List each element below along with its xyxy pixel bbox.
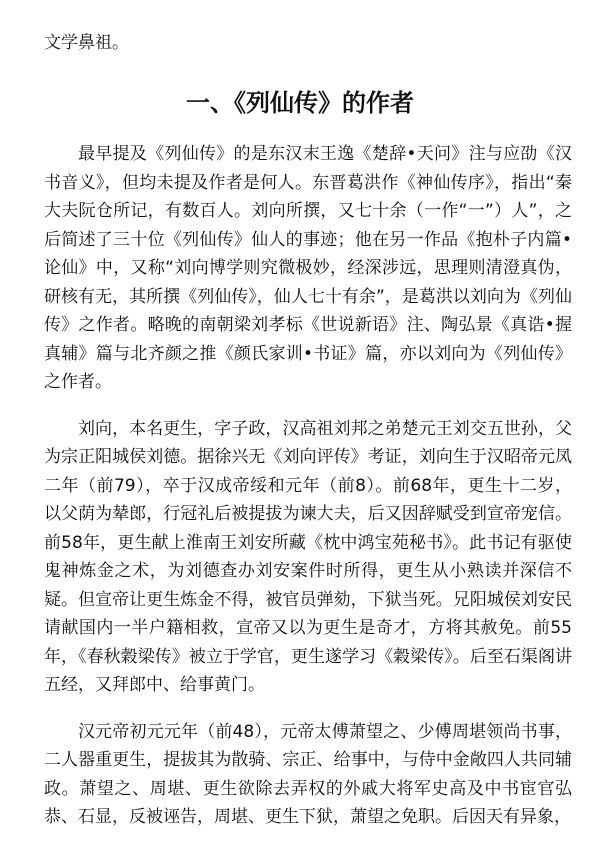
paragraph-1: 最早提及《列仙传》的是东汉末王逸《楚辞•天问》注与应劭《汉书音义》，但均未提及作者是何人。东晋葛洪作《神仙传序》，指出“秦大夫阮仓所记，有数百人。刘向所撰，又七十余（一作“一”）人”，之后简述了三十位《列仙传》仙人的事迹；他在另一作品《抱朴子内篇•论仙》中，又称“刘向博学则究微极妙，经深涉远，思理则清澄真伪，研核有无，其所撰《列仙传》，仙人七十有余”，是葛洪以刘向为《列仙传》之作者。略晚的南朝梁刘孝标《世说新语》注、陶弘景《真诰•握真辅》篇与北齐颜之推《颜氏家训•书证》篇，亦以刘向为《列仙传》之作者。 <box>44 144 572 392</box>
body-text <box>44 140 572 850</box>
section-heading: 一、《列仙传》的作者 <box>186 89 414 117</box>
paragraph-2: 刘向，本名更生，字子政，汉高祖刘邦之弟楚元王刘交五世孙，父为宗正阳城侯刘德。据徐兴无《刘向评传》考证，刘向生于汉昭帝元凤二年（前79），卒于汉成帝绥和元年（前8）。前68年，更生十二岁，以父荫为辇郎，行冠礼后被提拔为谏大夫，后又因辞赋受到宣帝宠信。前58年，更生献上淮南王刘安所藏《枕中鸿宝苑秘书》。此书记有驱使鬼神炼金之术，为刘德查办刘安案件时所得，更生从小熟读并深信不疑。但宣帝让更生炼金不得，被官员弹劾，下狱当死。兄阳城侯刘安民请献国内一半户籍相救，宣帝又以为更生是奇才，方将其赦免。前55年，《春秋穀梁传》被立于学官，更生遂学习《穀梁传》。后至石渠阁讲五经，又拜郎中、给事黄门。 <box>44 418 572 695</box>
paragraph-3: 汉元帝初元元年（前48），元帝太傅萧望之、少傅周堪领尚书事，二人器重更生，提拔其为散骑、宗正、给事中，与侍中金敞四人共同辅政。萧望之、周堪、更生欲除去弄权的外戚大将军史高及中书宦官弘恭、石显，反被诬告，周堪、更生下狱，萧望之免职。后因天有异象， <box>44 721 572 827</box>
previous-text-fragment: 文学鼻祖。 <box>44 33 129 53</box>
